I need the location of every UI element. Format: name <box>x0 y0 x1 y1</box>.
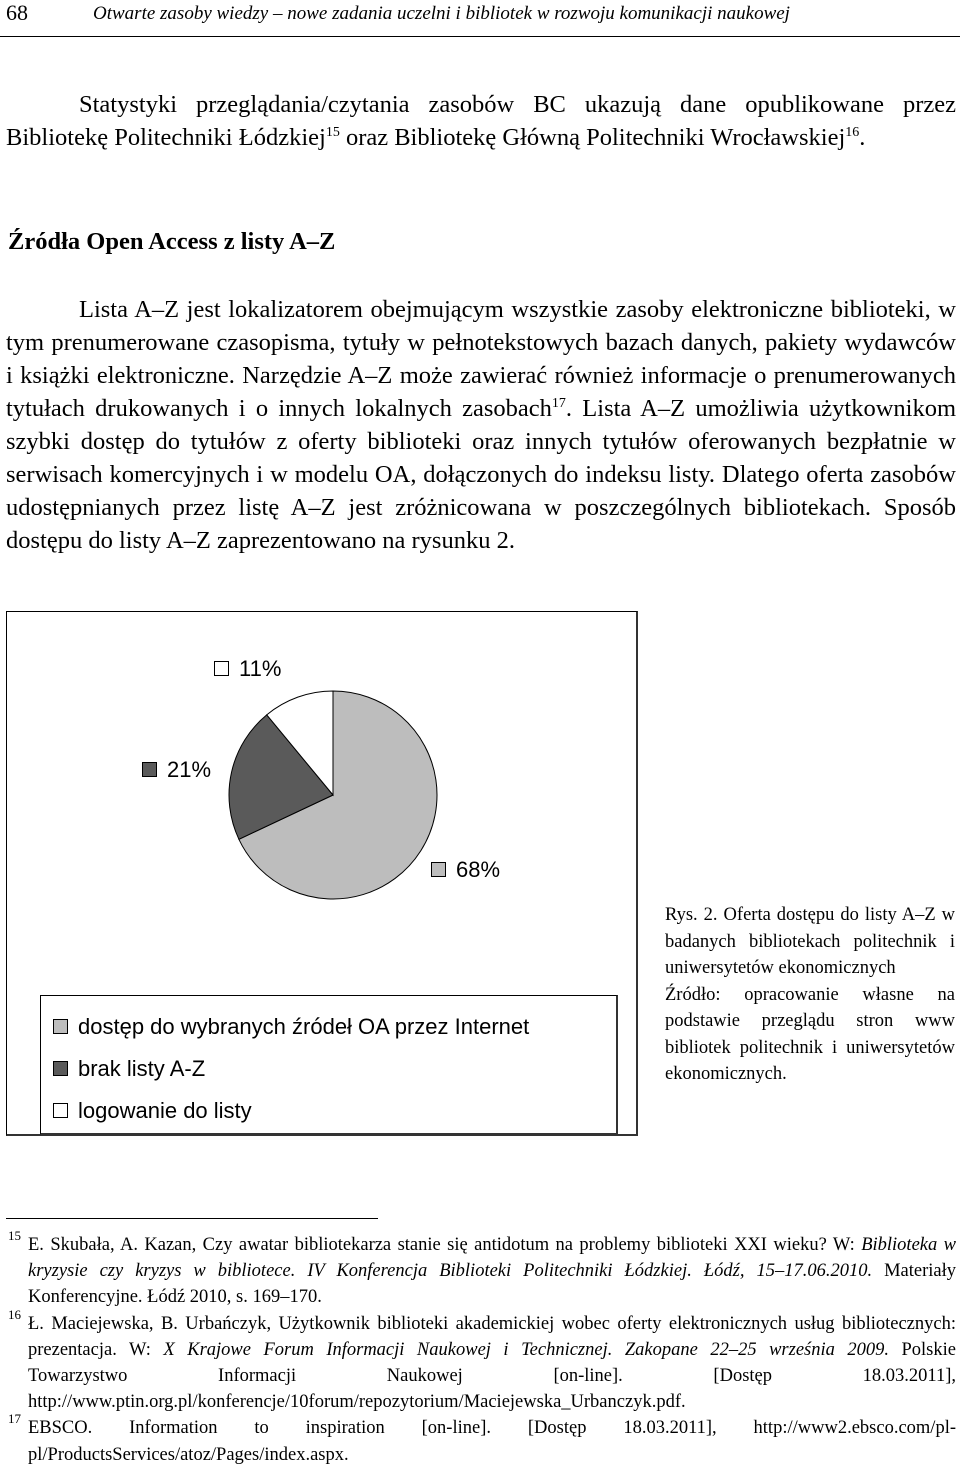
legend-item-no-list <box>53 1056 205 1082</box>
legend-swatch-login <box>53 1103 68 1118</box>
legend-swatch-no-list <box>53 1061 68 1076</box>
pie-label-68 <box>431 857 500 883</box>
footnote-text-end: Polskie Towarzystwo Informacji Naukowej [on-line]. [Dostęp 18.03.2011], http://www.ptin.org.pl/konferencje/10forum/repozytorium/Maciejewska_Urbanczyk.pdf. <box>28 1339 956 1413</box>
legend-label-login: logowanie do listy <box>78 1098 252 1123</box>
pie-label-swatch-11 <box>214 661 229 676</box>
footnote-15 <box>6 1228 956 1311</box>
footnote-title: X Krajowe Forum Informacji Naukowej i Technicznej. Zakopane 22–25 września 2009. <box>163 1339 889 1360</box>
intro-text: Statystyki przeglądania/czytania zasobów BC ukazują dane opublikowane przez Bibliotekę Politechniki Łódzkiej <box>6 91 956 151</box>
intro-text-end: . <box>859 124 866 151</box>
footnote-ref-17[interactable]: 17 <box>551 395 566 411</box>
caption-text: Rys. 2. Oferta dostępu do listy A–Z w badanych bibliotekach politechnik i uniwersytetów ekonomicznych <box>665 905 955 978</box>
body-text-1: Lista A–Z jest lokalizatorem obejmującym wszystkie zasoby elektroniczne biblioteki, w tym prenumerowane czasopisma, tytuły w pełnotekstowych bazach danych, pakiety wydawców i książki elektroniczne. Narzędzie A–Z może zawierać również informacje o prenumerowanych tytułach drukowanych i o innych lokalnych zasobach <box>6 296 956 422</box>
footnote-17 <box>6 1411 956 1467</box>
footnote-text: E. Skubała, A. Kazan, Czy awatar bibliotekarza stanie się antidotum na problemy biblioteki XXI wieku? W: <box>28 1235 862 1255</box>
footnote-text: EBSCO. Information to inspiration [on-line]. [Dostęp 18.03.2011], http://www2.ebsco.com/pl-pl/ProductsServices/atoz/Pages/index.aspx. <box>28 1418 956 1465</box>
section-heading: Źródła Open Access z listy A–Z <box>8 228 336 255</box>
running-title: Otwarte zasoby wiedzy – nowe zadania uczelni i bibliotek w rozwoju komunikacji naukowej <box>93 3 790 24</box>
footnote-ref-15[interactable]: 15 <box>325 124 340 140</box>
footnote-mark: 15 <box>8 1228 21 1243</box>
pie-label-68-text: 68% <box>456 857 501 882</box>
pie-label-swatch-68 <box>431 862 446 877</box>
body-text-2: . Lista A–Z umożliwia użytkownikom szybki dostęp do tytułów z oferty biblioteki oraz innych tytułów oferowanych bezpłatnie w serwisach komercyjnych i w modelu OA, dołączonych do indeksu listy. Dlatego oferta zasobów udostępnianych przez listę A–Z jest zróżnicowana w poszczególnych bibliotekach. Sposób dostępu do listy A–Z zaprezentowano na rysunku 2. <box>6 395 957 554</box>
legend-swatch-oa <box>53 1019 68 1034</box>
footnote-mark: 16 <box>8 1306 21 1322</box>
legend-label-oa: dostęp do wybranych źródeł OA przez Internet <box>78 1014 530 1039</box>
footnote-ref-16[interactable]: 16 <box>845 124 860 140</box>
pie-label-11-text: 11% <box>239 656 282 681</box>
footnote-text: Ł. Maciejewska, B. Urbańczyk, Użytkownik biblioteki akademickiej wobec oferty elektronicznych usług bibliotecznych: prezentacja. W: <box>28 1313 956 1360</box>
pie-label-21 <box>142 757 211 783</box>
footnote-text-end: Materiały Konferencyjne. Łódź 2010, s. 169–170. <box>28 1261 956 1308</box>
pie-label-11 <box>214 656 281 682</box>
footnote-rule <box>6 1218 378 1219</box>
legend-label-no-list: brak listy A-Z <box>78 1056 206 1081</box>
pie-label-21-text: 21% <box>167 757 212 782</box>
chart-legend <box>40 995 618 1135</box>
figure-caption <box>665 902 955 1088</box>
footnotes <box>6 1228 956 1468</box>
legend-item-oa <box>53 1014 529 1040</box>
footnote-16 <box>6 1306 956 1416</box>
intro-text-mid: oraz Bibliotekę Główną Politechniki Wrocławskiej <box>339 124 846 151</box>
pie-label-swatch-21 <box>142 762 157 777</box>
legend-item-login <box>53 1098 252 1124</box>
footnote-title: Biblioteka w kryzysie czy kryzys w bibliotece. IV Konferencja Biblioteki Politechniki Łódzkiej. Łódź, 15–17.06.2010. <box>28 1235 956 1282</box>
footnote-mark: 17 <box>8 1411 21 1427</box>
page-number: 68 <box>6 0 28 25</box>
caption-source: Źródło: opracowanie własne na podstawie przeglądu stron www bibliotek politechnik i uniwersytetów ekonomicznych. <box>665 984 955 1084</box>
